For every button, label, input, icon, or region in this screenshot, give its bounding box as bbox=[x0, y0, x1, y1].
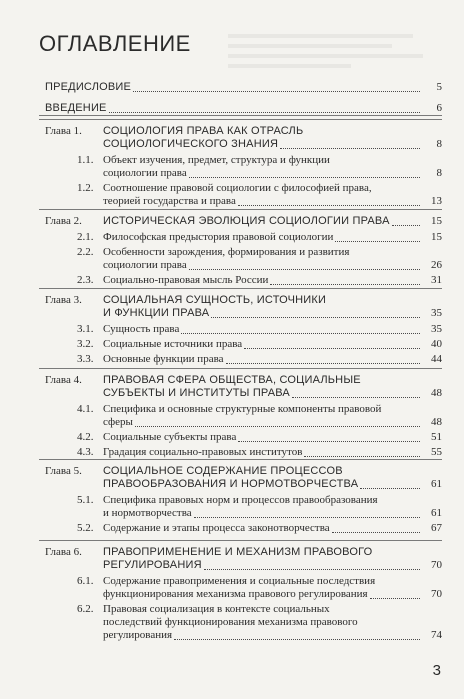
page-ref: 48 bbox=[431, 387, 442, 399]
dot-leader bbox=[133, 91, 420, 92]
section-number: 2.2. bbox=[77, 246, 94, 258]
page-title: ОГЛАВЛЕНИЕ bbox=[39, 31, 191, 56]
section-title: Социальные субъекты права bbox=[103, 431, 237, 443]
page-ref: 8 bbox=[436, 167, 442, 179]
section-title: социологии права bbox=[103, 167, 187, 179]
dot-leader bbox=[370, 598, 420, 599]
chapter-title: СОЦИАЛЬНОЕ СОДЕРЖАНИЕ ПРОЦЕССОВ bbox=[103, 465, 343, 477]
page-ref: 8 bbox=[436, 138, 442, 150]
chapter-title: СОЦИОЛОГИЧЕСКОГО ЗНАНИЯ bbox=[103, 138, 279, 150]
dot-leader bbox=[335, 241, 420, 242]
section-number: 1.1. bbox=[77, 154, 94, 166]
page-ref: 70 bbox=[431, 588, 442, 600]
section-number: 4.1. bbox=[77, 403, 94, 415]
page-ref: 51 bbox=[431, 431, 442, 443]
chapter-title: СОЦИАЛЬНАЯ СУЩНОСТЬ, ИСТОЧНИКИ bbox=[103, 294, 327, 306]
section-title: и нормотворчества bbox=[103, 507, 192, 519]
page-ref: 70 bbox=[431, 559, 442, 571]
section-number: 3.2. bbox=[77, 338, 94, 350]
page-ref: 67 bbox=[431, 522, 442, 534]
section-number: 4.3. bbox=[77, 446, 94, 458]
dot-leader bbox=[194, 517, 420, 518]
divider bbox=[39, 288, 442, 289]
section-title: Специфика и основные структурные компоненты правовой bbox=[103, 403, 382, 415]
section-title: Социальные источники права bbox=[103, 338, 243, 350]
chapter-title: РЕГУЛИРОВАНИЯ bbox=[103, 559, 202, 571]
section-title: Содержание и этапы процесса законотворчества bbox=[103, 522, 330, 534]
section-title: Особенности зарождения, формирования и развития bbox=[103, 246, 350, 258]
dot-leader bbox=[292, 397, 420, 398]
page-ref: 6 bbox=[436, 102, 442, 114]
dot-leader bbox=[270, 284, 420, 285]
chapter-title: СОЦИОЛОГИЯ ПРАВА КАК ОТРАСЛЬ bbox=[103, 125, 304, 137]
chapter-label: Глава 1. bbox=[45, 125, 82, 137]
divider bbox=[39, 115, 442, 116]
page-ref: 48 bbox=[431, 416, 442, 428]
section-title: Объект изучения, предмет, структура и функции bbox=[103, 154, 330, 166]
divider bbox=[39, 540, 442, 541]
section-number: 5.1. bbox=[77, 494, 94, 506]
toc-entry-front: ВВЕДЕНИЕ bbox=[45, 102, 107, 114]
chapter-label: Глава 4. bbox=[45, 374, 82, 386]
section-title: функционирования механизма правового регулирования bbox=[103, 588, 368, 600]
divider bbox=[39, 209, 442, 210]
page-ref: 74 bbox=[431, 629, 442, 641]
section-number: 4.2. bbox=[77, 431, 94, 443]
section-number: 2.1. bbox=[77, 231, 94, 243]
chapter-title: И ФУНКЦИИ ПРАВА bbox=[103, 307, 210, 319]
page-ref: 15 bbox=[431, 231, 442, 243]
section-number: 1.2. bbox=[77, 182, 94, 194]
page-ref: 5 bbox=[436, 81, 442, 93]
page-ref: 40 bbox=[431, 338, 442, 350]
page-ref: 35 bbox=[431, 323, 442, 335]
page-ref: 55 bbox=[431, 446, 442, 458]
dot-leader bbox=[244, 348, 420, 349]
section-number: 6.2. bbox=[77, 603, 94, 615]
page-ref: 61 bbox=[431, 507, 442, 519]
page-ref: 26 bbox=[431, 259, 442, 271]
chapter-label: Глава 6. bbox=[45, 546, 82, 558]
page-ref: 31 bbox=[431, 274, 442, 286]
section-number: 6.1. bbox=[77, 575, 94, 587]
dot-leader bbox=[226, 363, 420, 364]
section-title: Специфика правовых норм и процессов правообразования bbox=[103, 494, 378, 506]
section-title: Правовая социализация в контексте социальных bbox=[103, 603, 330, 615]
dot-leader bbox=[109, 112, 420, 113]
chapter-title: ПРАВОВАЯ СФЕРА ОБЩЕСТВА, СОЦИАЛЬНЫЕ bbox=[103, 374, 361, 386]
dot-leader bbox=[238, 441, 420, 442]
section-title: социологии права bbox=[103, 259, 187, 271]
page-ref: 44 bbox=[431, 353, 442, 365]
dot-leader bbox=[204, 569, 420, 570]
section-number: 3.3. bbox=[77, 353, 94, 365]
chapter-title: СУБЪЕКТЫ И ИНСТИТУТЫ ПРАВА bbox=[103, 387, 290, 399]
section-title: последствий функционирования механизма правового bbox=[103, 616, 358, 628]
dot-leader bbox=[304, 456, 420, 457]
dot-leader bbox=[238, 205, 420, 206]
dot-leader bbox=[181, 333, 420, 334]
divider bbox=[39, 119, 442, 120]
divider bbox=[39, 368, 442, 369]
page-number: 3 bbox=[432, 662, 441, 679]
dot-leader bbox=[332, 532, 420, 533]
dot-leader bbox=[392, 225, 420, 226]
dot-leader bbox=[135, 426, 420, 427]
chapter-title: ИСТОРИЧЕСКАЯ ЭВОЛЮЦИЯ СОЦИОЛОГИИ ПРАВА bbox=[103, 215, 390, 227]
section-title: Сущность права bbox=[103, 323, 180, 335]
divider bbox=[39, 459, 442, 460]
section-title: Содержание правоприменения и социальные последствия bbox=[103, 575, 376, 587]
toc-entry-front: ПРЕДИСЛОВИЕ bbox=[45, 81, 132, 93]
dot-leader bbox=[211, 317, 420, 318]
section-title: теорией государства и права bbox=[103, 195, 236, 207]
section-title: Соотношение правовой социологии с философией права, bbox=[103, 182, 372, 194]
page-ref: 13 bbox=[431, 195, 442, 207]
section-number: 5.2. bbox=[77, 522, 94, 534]
chapter-title: ПРАВОПРИМЕНЕНИЕ И МЕХАНИЗМ ПРАВОВОГО bbox=[103, 546, 373, 558]
chapter-title: ПРАВООБРАЗОВАНИЯ И НОРМОТВОРЧЕСТВА bbox=[103, 478, 359, 490]
page-ref: 61 bbox=[431, 478, 442, 490]
section-title: сферы bbox=[103, 416, 133, 428]
chapter-label: Глава 5. bbox=[45, 465, 82, 477]
dot-leader bbox=[280, 148, 420, 149]
chapter-label: Глава 2. bbox=[45, 215, 82, 227]
dot-leader bbox=[360, 488, 420, 489]
section-number: 2.3. bbox=[77, 274, 94, 286]
section-title: Социально-правовая мысль России bbox=[103, 274, 269, 286]
section-title: Основные функции права bbox=[103, 353, 224, 365]
page-ref: 15 bbox=[431, 215, 442, 227]
bleed-through-text bbox=[228, 28, 433, 78]
chapter-label: Глава 3. bbox=[45, 294, 82, 306]
page-ref: 35 bbox=[431, 307, 442, 319]
dot-leader bbox=[174, 639, 420, 640]
section-title: Философская предыстория правовой социологии bbox=[103, 231, 334, 243]
section-title: Градация социально-правовых институтов bbox=[103, 446, 303, 458]
dot-leader bbox=[189, 269, 420, 270]
dot-leader bbox=[189, 177, 420, 178]
section-number: 3.1. bbox=[77, 323, 94, 335]
section-title: регулирования bbox=[103, 629, 173, 641]
